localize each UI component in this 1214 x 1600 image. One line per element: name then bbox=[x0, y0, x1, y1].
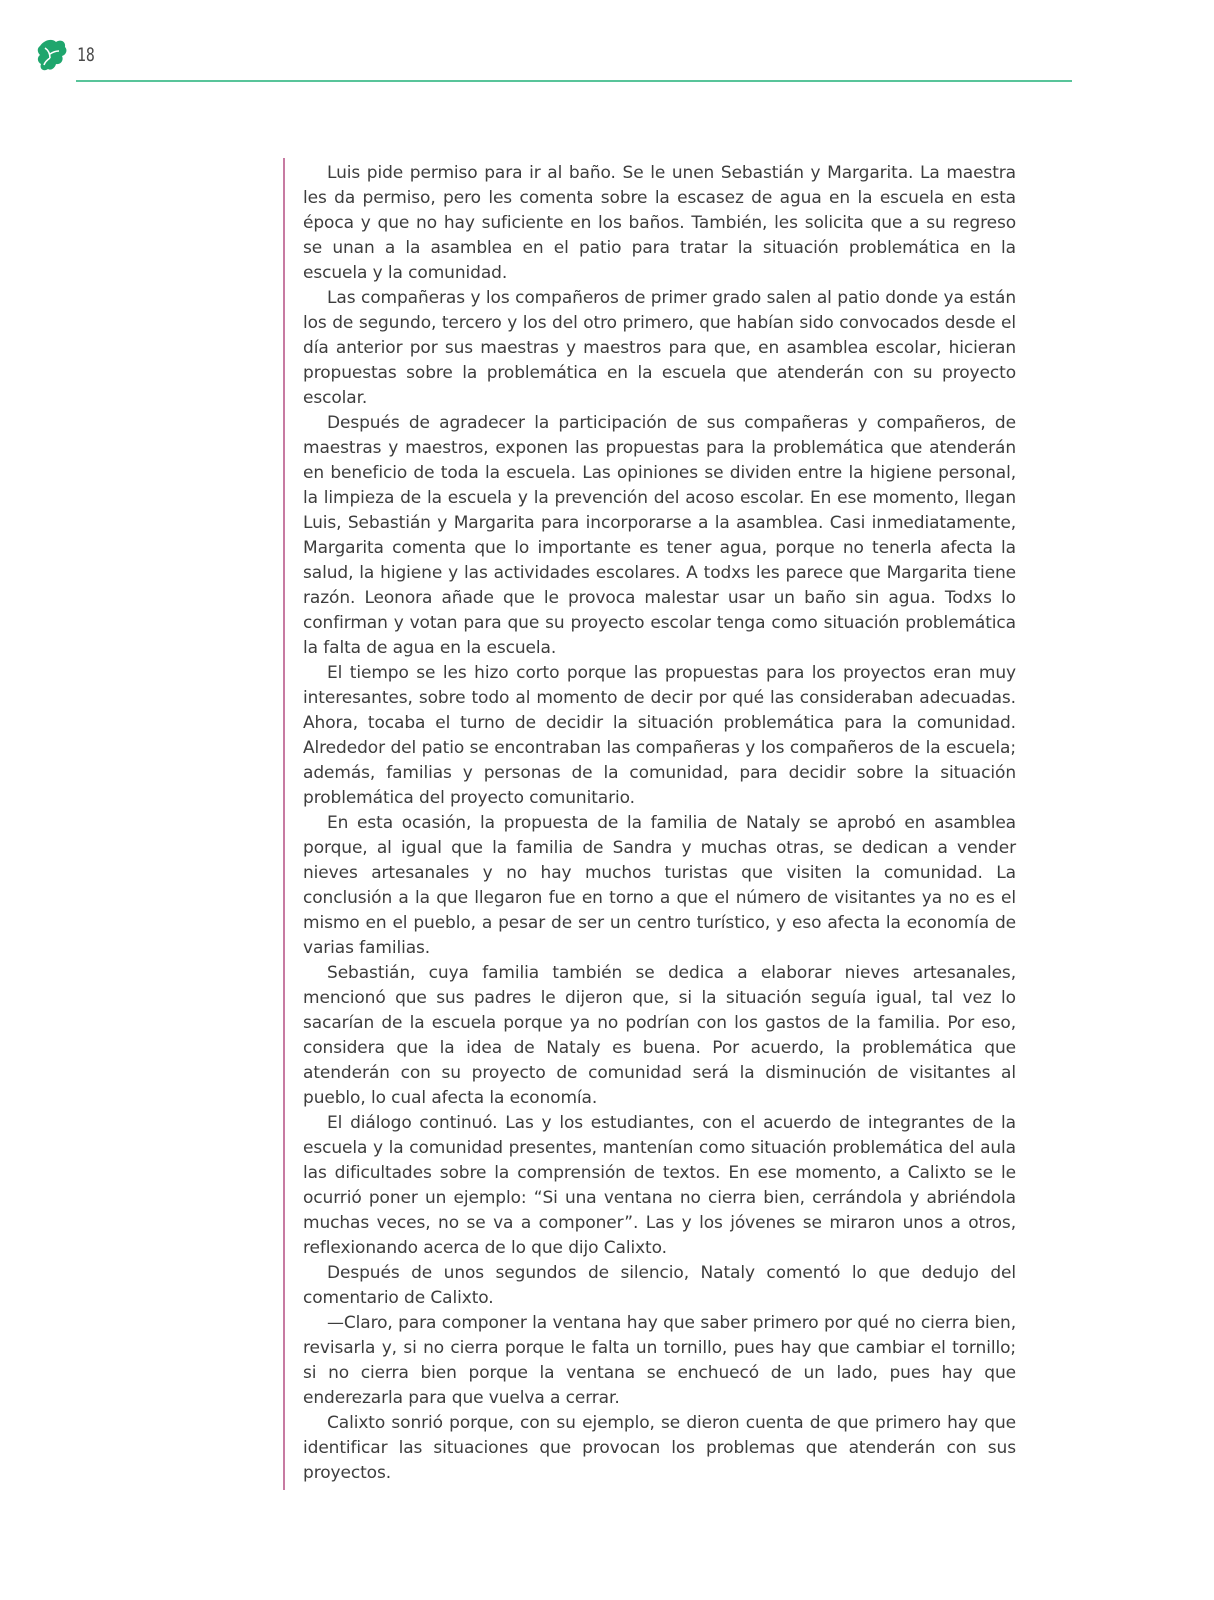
paragraph: Sebastián, cuya familia también se dedica a elaborar nieves artesanales, mencionó que sus padres le dijeron que, si la situación seguía igual, tal vez lo sacarían de la escuela porque ya no podrían con los gastos de la familia. Por eso, considera que la idea de Nataly es buena. Por acuerdo, la problemática que atenderán con su proyecto de comunidad será la disminución de visitantes al pueblo, lo cual afecta la economía. bbox=[303, 963, 1016, 1108]
paragraph: Después de unos segundos de silencio, Nataly comentó lo que dedujo del comentario de Calixto. bbox=[303, 1263, 1016, 1308]
paragraph: Luis pide permiso para ir al baño. Se le unen Sebastián y Margarita. La maestra les da permiso, pero les comenta sobre la escasez de agua en la escuela en esta época y que no hay suficiente en los baños. También, les solicita que a su regreso se unan a la asamblea en el patio para tratar la situación problemática en la escuela y la comunidad. bbox=[303, 163, 1016, 283]
paragraph: El tiempo se les hizo corto porque las propuestas para los proyectos eran muy interesantes, sobre todo al momento de decir por qué las consideraban adecuadas. Ahora, tocaba el turno de decidir la situación problemática para la comunidad. Alrededor del patio se encontraban las compañeras y los compañeros de la escuela; además, familias y personas de la comunidad, para decidir sobre la situación problemática del proyecto comunitario. bbox=[303, 663, 1016, 808]
paragraph: El diálogo continuó. Las y los estudiantes, con el acuerdo de integrantes de la escuela y la comunidad presentes, mantenían como situación problemática del aula las dificultades sobre la comprensión de textos. En ese momento, a Calixto se le ocurrió poner un ejemplo: “Si una ventana no cierra bien, cerrándola y abriéndola muchas veces, no se va a componer”. Las y los jóvenes se miraron unos a otros, reflexionando acerca de lo que dijo Calixto. bbox=[303, 1113, 1016, 1258]
paragraph: Calixto sonrió porque, con su ejemplo, se dieron cuenta de que primero hay que identificar las situaciones que provocan los problemas que atenderán con sus proyectos. bbox=[303, 1413, 1016, 1483]
header-divider bbox=[76, 80, 1072, 82]
body-text bbox=[303, 161, 1016, 1486]
page-number: 18 bbox=[77, 44, 95, 66]
paragraph: En esta ocasión, la propuesta de la familia de Nataly se aprobó en asamblea porque, al igual que la familia de Sandra y muchas otras, se dedican a vender nieves artesanales y no hay muchos turistas que visiten la comunidad. La conclusión a la que llegaron fue en torno a que el número de visitantes ya no es el mismo en el pueblo, a pesar de ser un centro turístico, y eso afecta la economía de varias familias. bbox=[303, 813, 1016, 958]
margin-rule bbox=[283, 158, 285, 1490]
page-header bbox=[0, 0, 1214, 90]
green-leaf-logo-icon bbox=[36, 38, 68, 74]
paragraph: —Claro, para componer la ventana hay que saber primero por qué no cierra bien, revisarla y, si no cierra porque le falta un tornillo, pues hay que cambiar el tornillo; si no cierra bien porque la ventana se enchuecó de un lado, pues hay que enderezarla para que vuelva a cerrar. bbox=[303, 1313, 1016, 1408]
paragraph: Después de agradecer la participación de sus compañeras y compañeros, de maestras y maestros, exponen las propuestas para la problemática que atenderán en beneficio de toda la escuela. Las opiniones se dividen entre la higiene personal, la limpieza de la escuela y la prevención del acoso escolar. En ese momento, llegan Luis, Sebastián y Margarita para incorporarse a la asamblea. Casi inmediatamente, Margarita comenta que lo importante es tener agua, porque no tenerla afecta la salud, la higiene y las actividades escolares. A todxs les parece que Margarita tiene razón. Leonora añade que le provoca malestar usar un baño sin agua. Todxs lo confirman y votan para que su proyecto escolar tenga como situación problemática la falta de agua en la escuela. bbox=[303, 413, 1016, 658]
paragraph: Las compañeras y los compañeros de primer grado salen al patio donde ya están los de segundo, tercero y los del otro primero, que habían sido convocados desde el día anterior por sus maestras y maestros para que, en asamblea escolar, hicieran propuestas sobre la problemática en la escuela que atenderán con su proyecto escolar. bbox=[303, 288, 1016, 408]
